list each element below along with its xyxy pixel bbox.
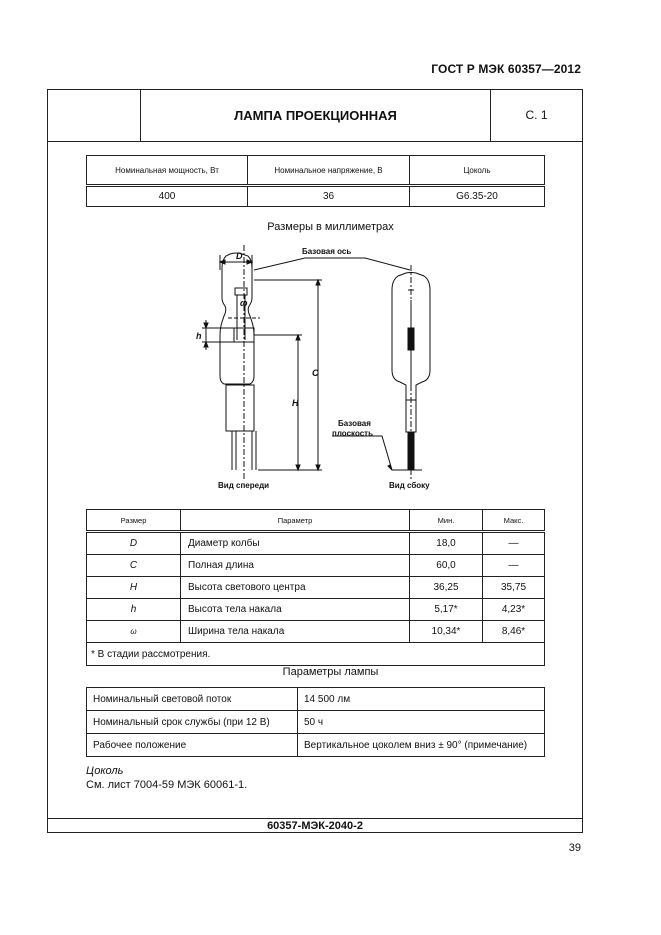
cell-max: 4,23*: [483, 599, 545, 621]
param-label: Номинальный срок службы (при 12 В): [87, 711, 298, 734]
dimensions-caption: Размеры в миллиметрах: [267, 221, 394, 233]
header-parameter: Параметр: [181, 510, 410, 532]
cell-max: 8,46*: [483, 621, 545, 643]
table-row: [87, 599, 545, 621]
sheet-page: С. 1: [525, 108, 548, 122]
label-omega: ω: [240, 298, 248, 308]
cell-parameter: Диаметр колбы: [181, 532, 410, 555]
cap-heading: Цоколь: [86, 765, 124, 777]
table-header-row: [87, 156, 545, 186]
page-number: 39: [568, 842, 581, 854]
footer-divider: [47, 818, 583, 819]
table-row: [87, 734, 545, 757]
cell-voltage: 36: [248, 186, 410, 207]
table-note: * В стадии рассмотрения.: [87, 643, 545, 666]
ratings-table: [86, 155, 545, 207]
header-voltage: Номинальное напряжение, В: [248, 156, 410, 186]
front-view-label: Вид спереди: [218, 481, 270, 490]
table-note-row: [87, 643, 545, 666]
label-C: C: [312, 368, 319, 378]
title-block: [47, 89, 583, 142]
table-row: [87, 621, 545, 643]
table-row: [87, 532, 545, 555]
cell-symbol: C: [87, 555, 181, 577]
param-value: 50 ч: [298, 711, 545, 734]
header-max: Макс.: [483, 510, 545, 532]
param-value: Вертикальное цоколем вниз ± 90° (примечание): [298, 734, 545, 757]
sheet-title: ЛАМПА ПРОЕКЦИОННАЯ: [141, 89, 491, 141]
cell-min: 5,17*: [410, 599, 483, 621]
param-label: Рабочее положение: [87, 734, 298, 757]
cell-max: —: [483, 555, 545, 577]
cell-parameter: Высота тела накала: [181, 599, 410, 621]
title-block-left-cell: [47, 89, 141, 141]
table-row: [87, 688, 545, 711]
header-power: Номинальная мощность, Вт: [87, 156, 248, 186]
dimensions-table: [86, 509, 545, 666]
lamp-params-table: [86, 687, 545, 757]
cell-parameter: Ширина тела накала: [181, 621, 410, 643]
table-row: [87, 555, 545, 577]
cell-cap: G6.35-20: [410, 186, 545, 207]
ref-plane-label-2: плоскость: [332, 429, 374, 438]
label-D: D: [236, 251, 243, 261]
ref-plane-label-1: Базовая: [338, 419, 371, 428]
cell-min: 10,34*: [410, 621, 483, 643]
header-min: Мин.: [410, 510, 483, 532]
cell-min: 36,25: [410, 577, 483, 599]
lamp-params-caption: Параметры лампы: [282, 666, 379, 678]
cell-parameter: Полная длина: [181, 555, 410, 577]
table-row: [87, 186, 545, 207]
cell-max: 35,75: [483, 577, 545, 599]
cell-max: —: [483, 532, 545, 555]
ref-axis-leader: [254, 258, 410, 270]
table-row: [87, 711, 545, 734]
param-label: Номинальный световой поток: [87, 688, 298, 711]
cell-min: 60,0: [410, 555, 483, 577]
table-row: [87, 577, 545, 599]
label-h: h: [196, 331, 202, 341]
lamp-drawing: [170, 240, 450, 495]
cap-text: См. лист 7004-59 МЭК 60061-1.: [86, 779, 248, 791]
cell-symbol: h: [87, 599, 181, 621]
sheet-code: 60357-МЭК-2040-2: [267, 820, 363, 832]
ref-axis-label: Базовая ось: [302, 247, 352, 256]
standard-number: ГОСТ Р МЭК 60357—2012: [431, 62, 581, 76]
cell-power: 400: [87, 186, 248, 207]
side-view-label: Вид сбоку: [389, 481, 430, 490]
table-header-row: [87, 510, 545, 532]
front-view-lamp: [220, 253, 260, 470]
cell-symbol: H: [87, 577, 181, 599]
cell-min: 18,0: [410, 532, 483, 555]
cell-symbol: ω: [87, 621, 181, 643]
header-cap: Цоколь: [410, 156, 545, 186]
cell-parameter: Высота светового центра: [181, 577, 410, 599]
header-size: Размер: [87, 510, 181, 532]
cell-symbol: D: [87, 532, 181, 555]
param-value: 14 500 лм: [298, 688, 545, 711]
label-H: H: [292, 398, 299, 408]
